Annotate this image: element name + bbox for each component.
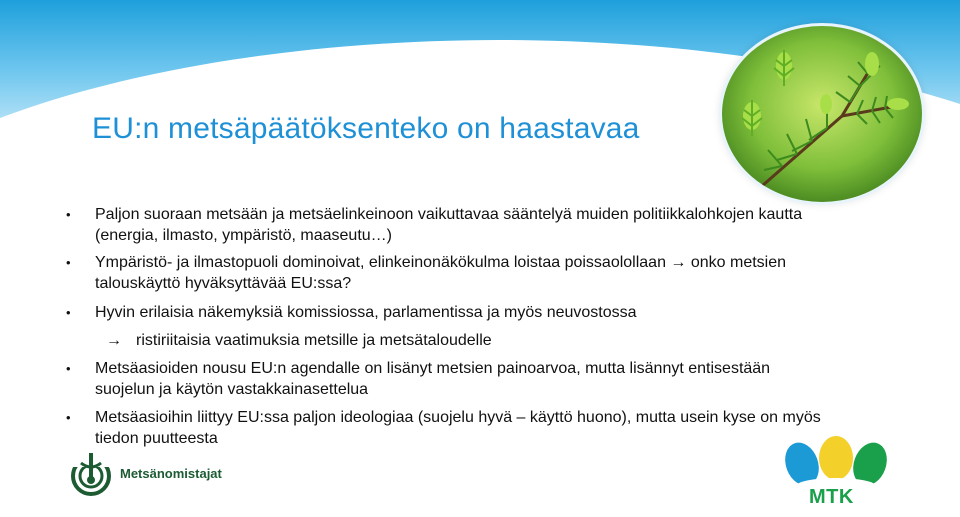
bullet-marker: • bbox=[66, 255, 71, 270]
bullet-text: Hyvin erilaisia näkemyksiä komissiossa, parlamentissa ja myös neuvostossa bbox=[95, 304, 637, 321]
bullet-text: Metsäasioihin liittyy EU:ssa paljon ideologiaa (suojelu hyvä – käyttö huono), mutta usein kyse on myös tiedon puutteesta bbox=[95, 409, 821, 447]
metsanomistajat-logo-text: Metsänomistajat bbox=[120, 466, 222, 481]
sub-item-text: ristiriitaisia vaatimuksia metsille ja metsätaloudelle bbox=[136, 332, 492, 349]
metsanomistajat-emblem-icon bbox=[68, 449, 114, 497]
mtk-logo bbox=[782, 434, 892, 512]
metsanomistajat-logo bbox=[68, 449, 268, 497]
bullet-list bbox=[66, 204, 826, 456]
bullet-marker: • bbox=[66, 207, 71, 222]
bullet-marker: • bbox=[66, 305, 71, 320]
bullet-item bbox=[66, 407, 826, 449]
spruce-branch-photo bbox=[722, 26, 922, 202]
arrow-right-icon: → bbox=[106, 332, 122, 349]
mtk-logo-text: MTK bbox=[809, 486, 854, 508]
bullet-marker: • bbox=[66, 361, 71, 376]
sub-item bbox=[66, 330, 826, 351]
bullet-text: Paljon suoraan metsään ja metsäelinkeinoon vaikuttavaa sääntelyä muiden politiikkalohkojen kautta (energia, ilmasto, ympäristö, maaseutu…) bbox=[95, 206, 803, 244]
bullet-text: Metsäasioiden nousu EU:n agendalle on lisänyt metsien painoarvoa, mutta lisännyt entisestään suojelun ja käytön vastakkainasettelua bbox=[95, 360, 771, 398]
bullet-marker: • bbox=[66, 410, 71, 425]
bullet-item bbox=[66, 252, 826, 294]
bullet-item bbox=[66, 204, 826, 246]
bullet-text: Ympäristö- ja ilmastopuoli dominoivat, elinkeinonäkökulma loistaa poissaolollaan → onko metsien talouskäyttö hyväksyttävää EU:ssa? bbox=[95, 254, 787, 292]
bullet-item bbox=[66, 302, 826, 323]
slide-title: EU:n metsäpäätöksenteko on haastavaa bbox=[92, 112, 640, 145]
bullet-item bbox=[66, 358, 826, 400]
mtk-emblem-icon bbox=[782, 434, 892, 494]
